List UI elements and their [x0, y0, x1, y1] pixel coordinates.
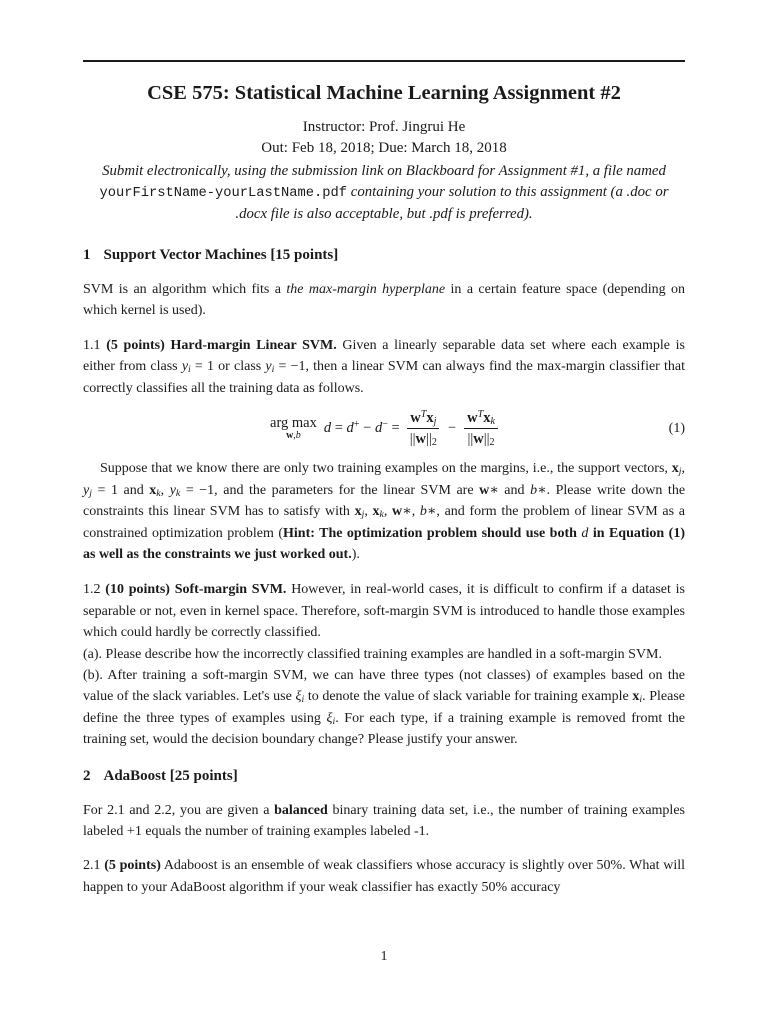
- dates-line: Out: Feb 18, 2018; Due: March 18, 2018: [261, 140, 507, 156]
- section-2-heading: [83, 766, 685, 787]
- fraction-2-denominator: ||w||2: [467, 431, 495, 449]
- section-1-heading: [83, 245, 685, 266]
- section-2-number: 2: [83, 767, 91, 784]
- title-rule: [83, 60, 685, 62]
- minus-sign: −: [447, 420, 457, 437]
- assignment-title: CSE 575: Statistical Machine Learning Assignment #2: [147, 82, 621, 104]
- paragraph-suppose: Suppose that we know there are only two training examples on the margins, i.e., the support vectors, xj, yj = 1 and xk, yk = −1, and the parameters for the linear SVM are w∗ and b∗. Please write down the constraints this linear SVM has to satisfy with xj, xk, w∗, b∗, and form the problem of linear SVM as a constrained optimization problem (Hint: The optimization problem should use both d in Equation (1) as well as the constraints we just worked out.).: [83, 461, 686, 562]
- fraction-2-numerator: $w^Txk$: [464, 409, 498, 429]
- argmax-subscript: w,b: [286, 430, 301, 442]
- paragraph-1-2: 1.2 (10 points) Soft-margin SVM. However, in real-world cases, it is difficult to confirm if a dataset is separable or not, even in kernel space. Therefore, soft-margin SVM is introduced to handle those examples which could hardly be correctly classified.: [83, 582, 686, 641]
- paragraph-2-1: 2.1 (5 points) Adaboost is an ensemble of weak classifiers whose accuracy is slightly over 50%. What will happen to your AdaBoost algorithm if your weak classifier has exactly 50% accuracy: [83, 858, 685, 895]
- instructor-line: Instructor: Prof. Jingrui He: [302, 119, 466, 135]
- paragraph-1-1: 1.1 (5 points) Hard-margin Linear SVM. Given a linearly separable data set where each example is either from class yi = 1 or class yi = −1, then a linear SVM can always find the max-margin classifier that correctly classifies all the training data as follows.: [83, 337, 686, 396]
- equation-lhs: d = d+ − d− =: [323, 419, 400, 437]
- paragraph-balanced: For 2.1 and 2.2, you are given a balanced binary training data set, i.e., the number of training examples labeled +1 equals the number of training examples labeled -1.: [83, 802, 685, 839]
- fraction-2: [464, 409, 498, 448]
- paragraph-svm-intro: SVM is an algorithm which fits a the max-margin hyperplane in a certain feature space (depending on which kernel is used).: [83, 282, 685, 319]
- equation-number: (1): [668, 420, 685, 436]
- argmax-label: arg max: [270, 414, 317, 431]
- equation-1: [83, 409, 685, 448]
- paragraph-1-2a: (a). Please describe how the incorrectly classified training examples are handled in a soft-margin SVM.: [83, 646, 662, 662]
- section-1-number: 1: [83, 247, 91, 263]
- section-1-title: Support Vector Machines [15 points]: [103, 247, 339, 263]
- fraction-1-denominator: ||w||2: [409, 431, 437, 449]
- page-number: 1: [380, 949, 388, 964]
- section-2-title: AdaBoost [25 points]: [103, 767, 238, 784]
- paragraph-1-2b: (b). After training a soft-margin SVM, we can have three types (not classes) of examples based on the value of the slack variables. Let's use ξi to denote the value of slack variable for training example xi. Please define the three types of examples using ξi. For each type, if a training example is removed fromt the training set, would the decision boundary change? Please justify your answer.: [83, 667, 686, 748]
- submission-note: Submit electronically, using the submission link on Blackboard for Assignment #1, a file named yourFirstName-yourLastName.pdf containing your solution to this assignment (a .doc or .docx file is also acceptable, but .pdf is preferred).: [99, 163, 669, 222]
- fraction-1-numerator: $w^Txj$: [407, 409, 439, 429]
- fraction-1: [407, 409, 440, 448]
- argmax-operator: [270, 416, 317, 442]
